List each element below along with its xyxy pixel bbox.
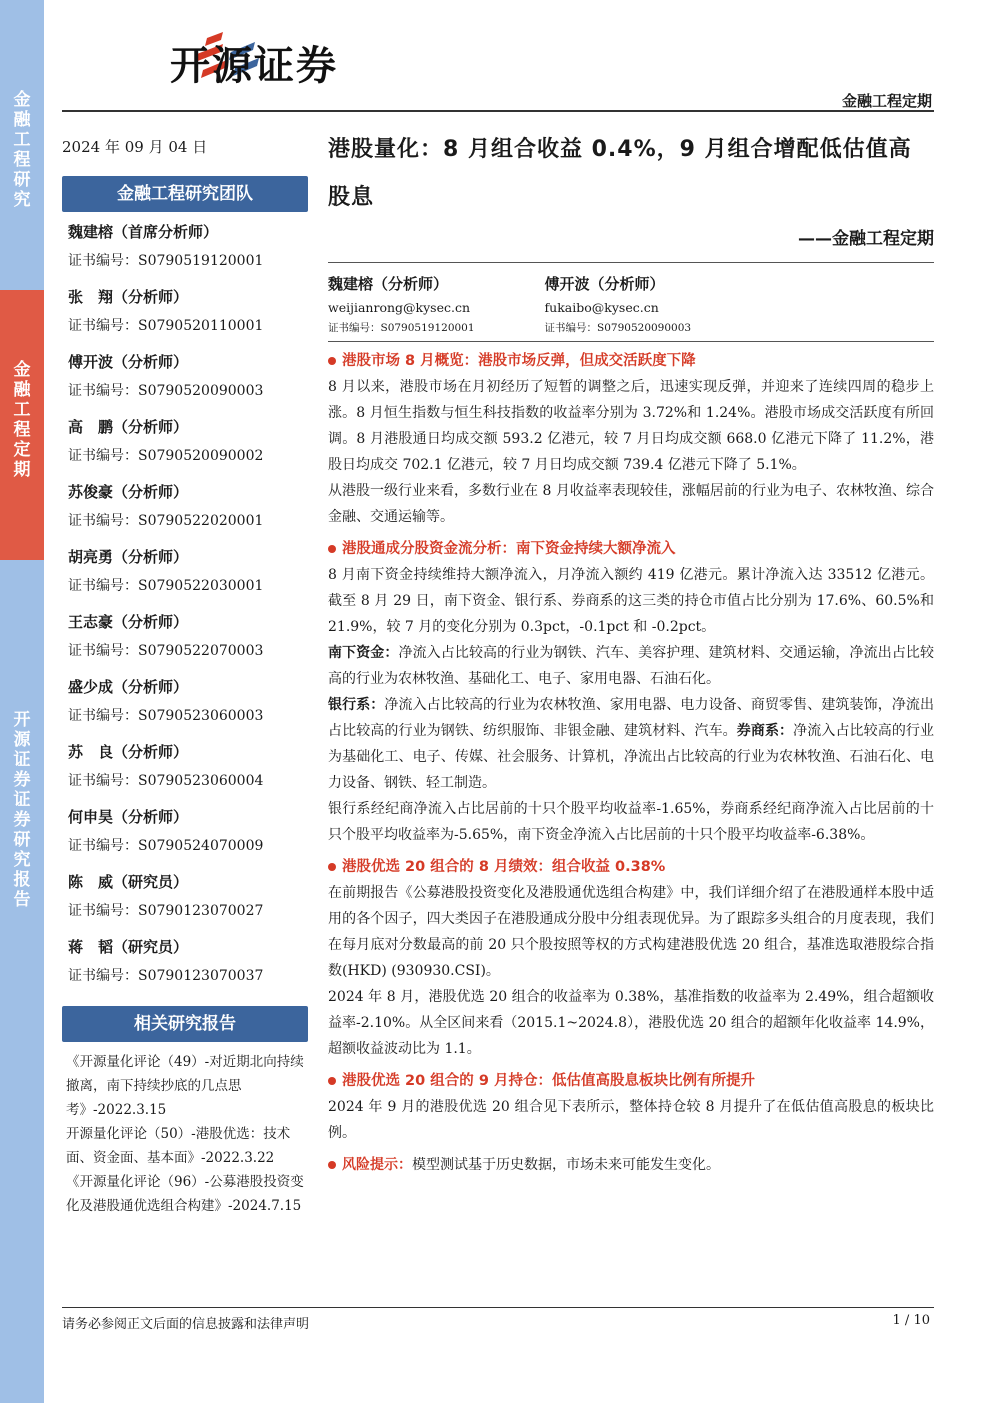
section-paragraph: 8 月以来，港股市场在月初经历了短暂的调整之后，迅速实现反弹，并迎来了连续四周的稳步上涨。8 月恒生指数与恒生科技指数的收益率分别为 3.72%和 1.24%。港股市场成交活跃度有所回调。8 月港股通日均成交额 593.2 亿港元，较 7 月日均成交额 668.0 亿港元下降了 11.2%，港股日均成交 702.1 亿港元，较 7 月日均成交额 739.4 亿港元下降了 5.1%。 xyxy=(328,379,934,473)
analyst-cert: 证书编号：S0790523060004 xyxy=(68,773,264,789)
sidebar-label-top: 金融工程研究 xyxy=(13,90,31,210)
flow-label: 南下资金： xyxy=(328,645,399,661)
analyst-cert: 证书编号：S0790522030001 xyxy=(68,578,264,594)
analyst-entry xyxy=(62,346,308,411)
analyst-entry xyxy=(62,606,308,671)
summary-sections xyxy=(328,348,934,1146)
footer-disclaimer: 请务必参阅正文后面的信息披露和法律声明 xyxy=(62,1317,310,1332)
main-content xyxy=(328,126,934,1178)
analyst-entry xyxy=(62,476,308,541)
related-report-item[interactable]: 开源量化评论（50）-港股优选：技术面、资金面、基本面》-2022.3.22 xyxy=(66,1126,291,1166)
page-number: 1 / 10 xyxy=(892,1313,930,1328)
author-name: 傅开波（分析师） xyxy=(544,275,665,293)
related-report-item[interactable]: 《开源量化评论（49）-对近期北向持续撤离，南下持续抄底的几点思考》-2022.3.15 xyxy=(66,1054,304,1118)
analyst-cert: 证书编号：S0790522020001 xyxy=(68,513,264,529)
analyst-cert: 证书编号：S0790519120001 xyxy=(68,253,264,269)
analyst-cert: 证书编号：S0790520090002 xyxy=(68,448,264,464)
footer-divider xyxy=(62,1307,934,1308)
related-report-item[interactable]: 《开源量化评论（96）-公募港股投资变化及港股通优选组合构建》-2024.7.15 xyxy=(66,1174,304,1214)
header-divider xyxy=(62,110,934,112)
related-heading: 相关研究报告 xyxy=(62,1006,308,1042)
analyst-entry xyxy=(62,281,308,346)
analyst-entry xyxy=(62,931,308,996)
author-email[interactable]: weijianrong@kysec.cn xyxy=(328,300,470,315)
section-heading: 港股优选 20 组合的 8 月绩效：组合收益 0.38% xyxy=(328,854,934,880)
summary-section xyxy=(328,1068,934,1146)
left-column xyxy=(62,176,308,1218)
flow-label: 券商系： xyxy=(736,723,794,739)
analyst-cert: 证书编号：S0790520110001 xyxy=(68,318,264,334)
bullet-icon xyxy=(328,863,336,871)
author-entry xyxy=(545,271,692,341)
analyst-entry xyxy=(62,866,308,931)
analyst-name: 盛少成（分析师） xyxy=(68,678,189,696)
risk-label: 风险提示： xyxy=(342,1157,412,1173)
analyst-name: 何申昊（分析师） xyxy=(68,808,189,826)
report-category: 金融工程定期 xyxy=(841,92,932,110)
sidebar-label-bottom: 开源证券 证券研究报告 xyxy=(13,710,31,910)
analyst-cert: 证书编号：S0790522070003 xyxy=(68,643,264,659)
summary-section xyxy=(328,536,934,848)
author-cert: 证书编号：S0790519120001 xyxy=(328,322,475,334)
analyst-cert: 证书编号：S0790123070037 xyxy=(68,968,264,984)
section-paragraph: 银行系经纪商净流入占比居前的十只个股平均收益率-1.65%，券商系经纪商净流入占比居前的十只个股平均收益率为-5.65%，南下资金净流入占比居前的十只个股平均收益率-6.38%。 xyxy=(328,801,934,843)
summary-section xyxy=(328,854,934,1062)
risk-text: 模型测试基于历史数据，市场未来可能发生变化。 xyxy=(412,1157,720,1173)
summary-section xyxy=(328,348,934,530)
flow-label: 银行系： xyxy=(328,697,385,713)
analyst-name: 陈 威（研究员） xyxy=(68,873,189,891)
flow-text: 净流入占比较高的行业为农林牧渔、家用电器、电力设备、商贸零售、建筑装饰，净流出占比较高的行业为钢铁、纺织服饰、非银金融、建筑材料、汽车。 xyxy=(328,697,935,739)
analyst-name: 蒋 韬（研究员） xyxy=(68,938,189,956)
flow-text: 净流入占比较高的行业为基础化工、电子、传媒、社会服务、计算机，净流出占比较高的行业为农林牧渔、石油石化、电力设备、钢铁、轻工制造。 xyxy=(328,723,935,791)
author-email[interactable]: fukaibo@kysec.cn xyxy=(544,300,659,315)
analyst-name: 胡亮勇（分析师） xyxy=(68,548,189,566)
left-sidebar xyxy=(0,0,44,1403)
analyst-entry xyxy=(62,411,308,476)
analyst-name: 傅开波（分析师） xyxy=(68,353,189,371)
author-block xyxy=(328,271,934,342)
author-cert: 证书编号：S0790520090003 xyxy=(544,322,692,334)
flow-text: 净流入占比较高的行业为钢铁、汽车、美容护理、建筑材料、交通运输，净流出占比较高的行业为农林牧渔、基础化工、电子、家用电器、石油石化。 xyxy=(328,645,935,687)
bullet-icon xyxy=(328,1161,336,1169)
section-heading: 港股市场 8 月概览：港股市场反弹，但成交活跃度下降 xyxy=(328,348,934,374)
analyst-name: 高 鹏（分析师） xyxy=(68,418,189,436)
related-report-list xyxy=(66,1050,308,1218)
analyst-name: 魏建榕（首席分析师） xyxy=(68,223,219,241)
analyst-cert: 证书编号：S0790523060003 xyxy=(68,708,264,724)
analyst-name: 苏 良（分析师） xyxy=(68,743,189,761)
author-entry xyxy=(328,271,475,341)
risk-section xyxy=(328,1152,934,1178)
analyst-entry xyxy=(62,801,308,866)
analyst-name: 张 翔（分析师） xyxy=(68,288,189,306)
analyst-entry xyxy=(62,671,308,736)
report-title: 港股量化：8 月组合收益 0.4%，9 月组合增配低估值高股息 xyxy=(328,137,912,210)
section-heading: 港股通成分股资金流分析：南下资金持续大额净流入 xyxy=(328,536,934,562)
logo-text: 开源证券 xyxy=(170,43,338,89)
analyst-cert: 证书编号：S0790520090003 xyxy=(68,383,264,399)
section-paragraph: 在前期报告《公募港股投资变化及港股通优选组合构建》中，我们详细介绍了在港股通样本股中适用的各个因子，四大类因子在港股通成分股中分组表现优异。为了跟踪多头组合的月度表现，我们在每月底对分数最高的前 20 只个股按照等权的方式构建港股优选 20 组合，基准选取港股综合指数(HKD) (930930.CSI)。 xyxy=(328,885,934,979)
analyst-entry xyxy=(62,736,308,801)
analyst-name: 苏俊豪（分析师） xyxy=(68,483,189,501)
analyst-cert: 证书编号：S0790524070009 xyxy=(68,838,264,854)
section-paragraph: 2024 年 8 月，港股优选 20 组合的收益率为 0.38%，基准指数的收益率为 2.49%，组合超额收益率-2.10%。从全区间来看（2015.1~2024.8），港股优选 20 组合的超额年化收益率 14.9%，超额收益波动比为 1.1。 xyxy=(328,989,934,1057)
bullet-icon xyxy=(328,357,336,365)
analyst-name: 王志豪（分析师） xyxy=(68,613,189,631)
section-heading: 港股优选 20 组合的 9 月持仓：低估值高股息板块比例有所提升 xyxy=(328,1068,934,1094)
analyst-list xyxy=(62,216,308,996)
report-date: 2024 年 09 月 04 日 xyxy=(62,138,208,156)
analyst-entry xyxy=(62,216,308,281)
report-subtitle: ——金融工程定期 xyxy=(328,222,934,263)
fund-flow-detail xyxy=(328,640,934,796)
section-paragraph: 8 月南下资金持续维持大额净流入，月净流入额约 419 亿港元。累计净流入达 33512 亿港元。截至 8 月 29 日，南下资金、银行系、券商系的这三类的持仓市值占比分别为 17.6%、60.5%和 21.9%，较 7 月的变化分别为 0.3pct，-0.1pct 和 -0.2pct。 xyxy=(328,567,934,635)
team-heading: 金融工程研究团队 xyxy=(62,176,308,212)
sidebar-label-middle: 金融工程定期 xyxy=(13,360,31,480)
section-paragraph: 2024 年 9 月的港股优选 20 组合见下表所示，整体持仓较 8 月提升了在低估值高股息的板块比例。 xyxy=(328,1099,934,1141)
author-name: 魏建榕（分析师） xyxy=(328,275,449,293)
analyst-entry xyxy=(62,541,308,606)
section-paragraph: 从港股一级行业来看，多数行业在 8 月收益率表现较佳，涨幅居前的行业为电子、农林牧渔、综合金融、交通运输等。 xyxy=(328,483,934,525)
bullet-icon xyxy=(328,1077,336,1085)
analyst-cert: 证书编号：S0790123070027 xyxy=(68,903,264,919)
bullet-icon xyxy=(328,545,336,553)
